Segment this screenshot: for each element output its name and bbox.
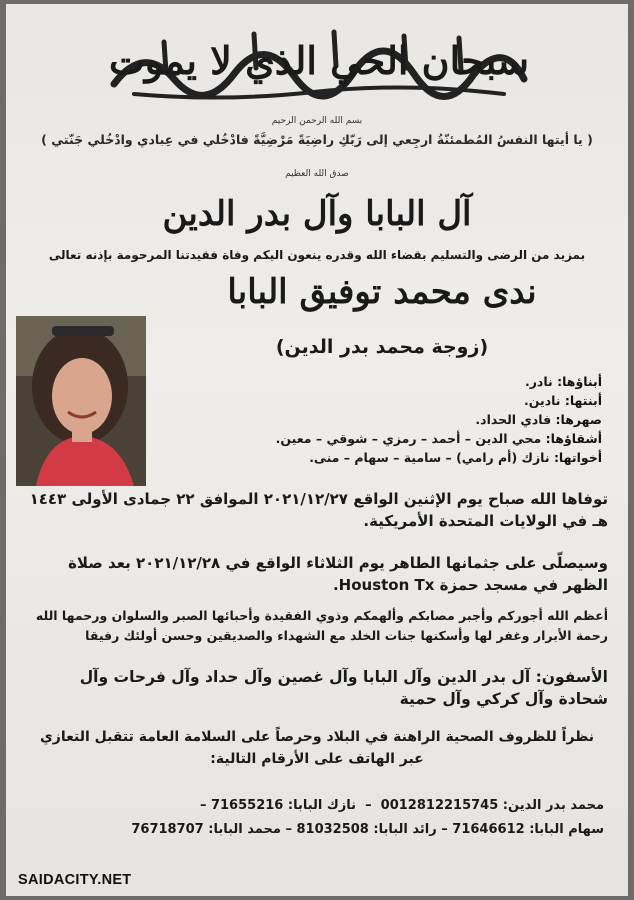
- mourners-paragraph: [26, 666, 608, 710]
- phone-row: سهام البابا: 71646612 – رائد البابا: 81032508 – محمد البابا: 76718707: [131, 822, 604, 837]
- death-paragraph: توفاها الله صباح يوم الإثنين الواقع ٢٠٢١/١٢/٢٧ الموافق ٢٢ جمادى الأولى ١٤٤٣ هـ في الولايات المتحدة الأمريكية.: [29, 490, 608, 530]
- wife-of-line: (زوجة محمد بدر الدين): [275, 336, 489, 358]
- relatives-list: [182, 372, 602, 467]
- phone-numbers: [26, 794, 604, 842]
- obituary-sheet: [6, 4, 628, 896]
- relative-row: أبناؤها: نادر.: [524, 374, 602, 389]
- announcement-intro: بمزيد من الرضى والتسليم بقضاء الله وقدره ينعون اليكم وفاة فقيدتنا المرحومة بإذنه تعالى: [48, 248, 586, 262]
- relative-row: صهرها: فادي الحداد.: [475, 412, 602, 427]
- verse-ending: صدق الله العظيم: [285, 169, 349, 179]
- prayer-paragraph: وسيصلّى على جثمانها الطاهر يوم الثلاثاء الواقع في ٢٠٢١/١٢/٢٨ بعد صلاة الظهر في مسجد حمزة Houston Tx.: [68, 554, 608, 594]
- site-watermark: SAIDACITY.NET: [18, 872, 132, 888]
- relative-row: أبنتها: نادين.: [524, 393, 602, 408]
- basmala: بسم الله الرحمن الرحيم: [271, 116, 363, 126]
- calligraphy-text: سبحان الحي الذي لا يموت: [108, 38, 530, 83]
- deceased-photo: [16, 316, 146, 486]
- phone-row: محمد بدر الدين: 0012812215745 – نازك البابا: 71655216 –: [199, 798, 604, 813]
- condolence-prayer: أعظم الله أجوركم وأجبر مصابكم وألهمكم وذوي الفقيدة وأحبائها الصبر والسلوان ورحمها الله رحمة الأبرار وغفر لها وأسكنها جنات الخلد مع الشهداء والصديقين وحسن أولئك رفيقا: [35, 608, 608, 643]
- quran-verse: ( يا أيتها النفسُ المُطمئنّةُ ارجِعي إلى رَبّكِ راضِيَةً مَرْضِيَّةً فادْخُلي في عِبادي وادْخُلي جَنّتي ): [41, 132, 593, 147]
- covid-note: نظراً للظروف الصحية الراهنة في البلاد وحرصاً على السلامة العامة تتقبل التعازي عبر الهاتف على الأرقام التالية:: [39, 729, 595, 767]
- relative-row: أخواتها: نازك (أم رامي) – سامية – سهام – منى.: [309, 450, 602, 465]
- mourners-label: الأسفون:: [535, 668, 608, 686]
- families-title: آل البابا وآل بدر الدين: [162, 194, 472, 234]
- relative-row: أشقاؤها: محي الدين – أحمد – رمزي – شوقي – معين.: [275, 431, 602, 446]
- calligraphy-header: [104, 24, 534, 104]
- mourners-value: آل بدر الدين وآل البابا وآل غصين وآل حداد وآل فرحات وآل شحادة وآل كركي وآل حمية: [79, 668, 608, 708]
- deceased-name: ندى محمد توفيق البابا: [227, 272, 537, 312]
